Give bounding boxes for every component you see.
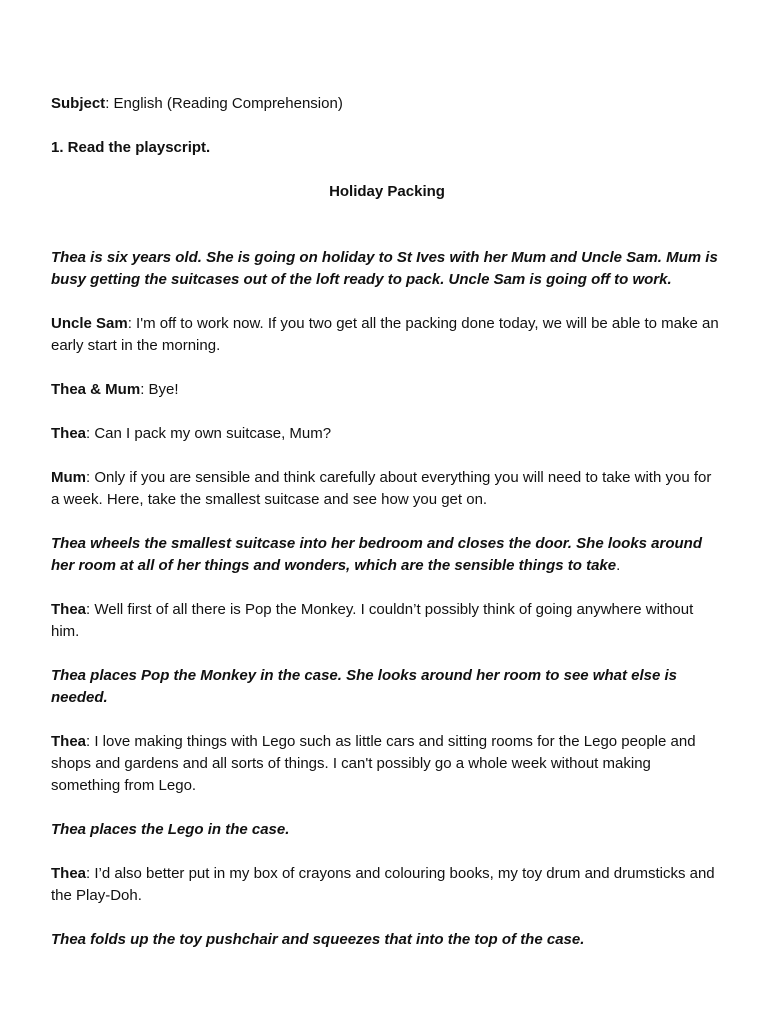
stage-direction-text: Thea places the Lego in the case. — [51, 821, 290, 838]
dialogue-line — [51, 599, 723, 643]
dialogue-text: : I’d also better put in my box of crayons and colouring books, my toy drum and drumsticks and the Play-Doh. — [51, 865, 715, 904]
dialogue-text: : I love making things with Lego such as little cars and sitting rooms for the Lego people and shops and gardens and all sorts of things. I can't possibly go a whole week without making something from Lego. — [51, 733, 696, 794]
stage-direction — [51, 533, 723, 577]
speaker-name: Mum — [51, 469, 86, 486]
stage-direction-text: Thea folds up the toy pushchair and squeezes that into the top of the case. — [51, 931, 585, 948]
stage-direction-text: Thea places Pop the Monkey in the case. She looks around her room to see what else is needed. — [51, 667, 678, 706]
dialogue-text: : Well first of all there is Pop the Monkey. I couldn’t possibly think of going anywhere without him. — [51, 601, 694, 640]
dialogue-line — [51, 423, 723, 445]
speaker-name: Thea & Mum — [51, 381, 141, 398]
speaker-name: Thea — [51, 865, 87, 882]
speaker-name: Thea — [51, 425, 87, 442]
dialogue-line — [51, 467, 723, 511]
stage-direction — [51, 819, 723, 841]
instruction-heading: 1. Read the playscript. — [51, 139, 211, 156]
playscript-title: Holiday Packing — [329, 183, 445, 200]
dialogue-line — [51, 379, 723, 401]
speaker-name: Thea — [51, 733, 87, 750]
subject-value: : English (Reading Comprehension) — [105, 95, 343, 112]
stage-direction-text: Thea is six years old. She is going on holiday to St Ives with her Mum and Uncle Sam. Mum is busy getting the suitcases out of the loft ready to pack. Uncle Sam is going off to work. — [51, 249, 718, 288]
stage-direction — [51, 665, 723, 709]
dialogue-text: : Can I pack my own suitcase, Mum? — [86, 425, 332, 442]
dialogue-line — [51, 863, 723, 907]
dialogue-line — [51, 313, 723, 357]
dialogue-text: : I'm off to work now. If you two get all the packing done today, we will be able to make an early start in the morning. — [51, 315, 719, 354]
stage-direction — [51, 929, 723, 951]
subject-label: Subject — [51, 95, 106, 112]
stage-direction — [51, 247, 723, 291]
dialogue-text: : Only if you are sensible and think carefully about everything you will need to take with you for a week. Here, take the smallest suitcase and see how you get on. — [51, 469, 712, 508]
stage-direction-text: Thea wheels the smallest suitcase into her bedroom and closes the door. She looks around her room at all of her things and wonders, which are the sensible things to take — [51, 535, 702, 574]
speaker-name: Uncle Sam — [51, 315, 128, 332]
dialogue-line — [51, 731, 723, 797]
stage-direction-tail: . — [616, 557, 621, 574]
dialogue-text: : Bye! — [140, 381, 179, 398]
document-page — [51, 93, 723, 973]
speaker-name: Thea — [51, 601, 87, 618]
subject-line — [51, 93, 723, 115]
